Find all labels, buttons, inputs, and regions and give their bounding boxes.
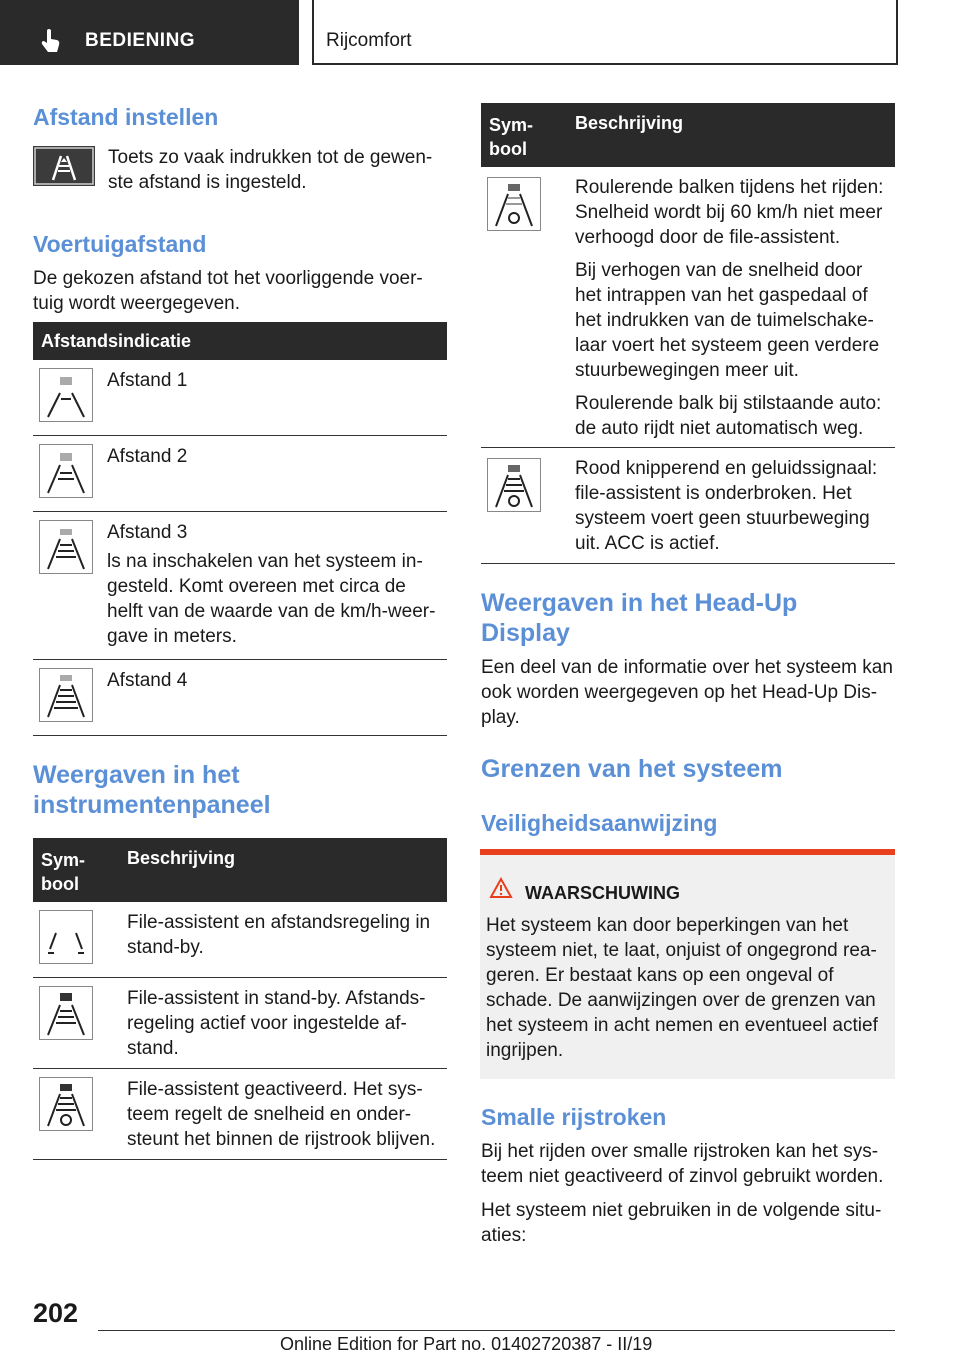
instr-row-1: File-assistent en afstandsregeling in stand-by.	[127, 912, 431, 958]
instr-title: Weergaven in het instrumentenpaneel	[33, 761, 271, 819]
right-row-2: Rood knipperend en geluidssignaal: file-assistent is onderbroken. Het systeem voert geen stuurbeweging uit. ACC is actief.	[575, 458, 878, 554]
col-beschrijving: Beschrijving	[575, 113, 684, 133]
distance-2-label: Afstand 2	[107, 446, 188, 467]
hand-pointer-icon	[40, 28, 62, 54]
distance-4-label: Afstand 4	[107, 670, 188, 691]
right-table-header	[481, 103, 895, 167]
interrupted-icon	[487, 458, 541, 512]
distance-table	[33, 322, 447, 736]
section-label: BEDIENING	[85, 30, 196, 51]
table-row	[33, 660, 447, 736]
right-row-1-p3: Roulerende balk bij stilstaande auto: de auto rijdt niet automatisch weg.	[575, 393, 882, 439]
rolling-bars-icon	[487, 177, 541, 231]
table-row	[33, 512, 447, 660]
right-row-1-p1: Roulerende balken tijdens het rijden: Snelheid wordt bij 60 km/h niet meer verhoogd door de file-assistent.	[575, 177, 884, 248]
col-symbool: Sym-bool	[489, 115, 534, 159]
voertuig-text: De gekozen afstand tot het voorliggende voer-tuig wordt weergegeven.	[33, 268, 423, 314]
smalle-p2: Het systeem niet gebruiken in de volgende situ-aties:	[481, 1200, 882, 1246]
section-tab	[0, 0, 299, 65]
distance-table-header: Afstandsindicatie	[33, 322, 447, 360]
distance-3-icon	[39, 520, 93, 574]
warning-box	[480, 849, 895, 1079]
table-row	[481, 448, 895, 564]
grenzen-title: Grenzen van het systeem	[481, 755, 783, 783]
edition-text: Online Edition for Part no. 01402720387 - II/19	[280, 1334, 653, 1354]
distance-button-icon	[33, 146, 95, 186]
table-row	[33, 1069, 447, 1160]
voertuig-title: Voertuigafstand	[33, 231, 207, 257]
instr-row-3: File-assistent geactiveerd. Het sys-teem regelt de snelheid en onder-steunt het binnen de rijstrook blijven.	[127, 1079, 436, 1150]
instr-row-2: File-assistent in stand-by. Afstands-regeling actief voor ingestelde af-stand.	[127, 988, 426, 1059]
table-row	[481, 167, 895, 448]
chapter-label: Rijcomfort	[326, 30, 412, 51]
warning-title: WAARSCHUWING	[525, 883, 680, 903]
chapter-tab	[312, 0, 898, 65]
standby-icon	[39, 910, 93, 964]
col-beschrijving: Beschrijving	[127, 848, 236, 868]
distance-1-label: Afstand 1	[107, 370, 188, 391]
acc-active-icon	[39, 986, 93, 1040]
instr-table-header	[33, 838, 447, 902]
table-row	[33, 360, 447, 436]
warning-text: Het systeem kan door beperkingen van het systeem niet, te laat, onjuist of ongegrond rea-geren. Er bestaat kans op een ongeval of schade. De aanwijzingen over de grenzen van het systeem in acht nemen en eventueel actief ingrijpen.	[486, 915, 878, 1061]
table-row	[33, 978, 447, 1069]
distance-3-note: ls na inschakelen van het systeem in-gesteld. Komt overeen met circa de helft van de waarde van de km/h-weer-gave in meters.	[107, 551, 436, 647]
afstand-text: Toets zo vaak indrukken tot de gewen-ste afstand is ingesteld.	[108, 147, 433, 193]
table-row	[33, 436, 447, 512]
veilig-title: Veiligheidsaanwijzing	[481, 810, 718, 836]
afstand-title: Afstand instellen	[33, 104, 219, 130]
right-table	[481, 103, 895, 564]
distance-4-icon	[39, 668, 93, 722]
smalle-p1: Bij het rijden over smalle rijstroken kan het sys-teem niet geactiveerd of zinvol gebruikt worden.	[481, 1141, 884, 1187]
distance-2-icon	[39, 444, 93, 498]
hud-title: Weergaven in het Head-Up Display	[481, 589, 798, 647]
distance-1-icon	[39, 368, 93, 422]
right-row-1-p2: Bij verhogen van de snelheid door het intrappen van het gaspedaal of het indrukken van de tuimelschake-laar voert het systeem geen verdere stuurbewegingen meer uit.	[575, 260, 880, 381]
table-row	[33, 902, 447, 978]
col-symbool: Sym-bool	[41, 850, 86, 894]
distance-3-label: Afstand 3	[107, 522, 188, 543]
hud-text: Een deel van de informatie over het systeem kan ook worden weergegeven op het Head-Up Dis-play.	[481, 657, 893, 728]
warning-triangle-icon	[489, 877, 513, 899]
page-number: 202	[33, 1298, 79, 1328]
footer-divider	[98, 1330, 895, 1331]
smalle-title: Smalle rijstroken	[481, 1104, 667, 1130]
lane-assist-icon	[39, 1077, 93, 1131]
instr-table	[33, 838, 447, 1160]
